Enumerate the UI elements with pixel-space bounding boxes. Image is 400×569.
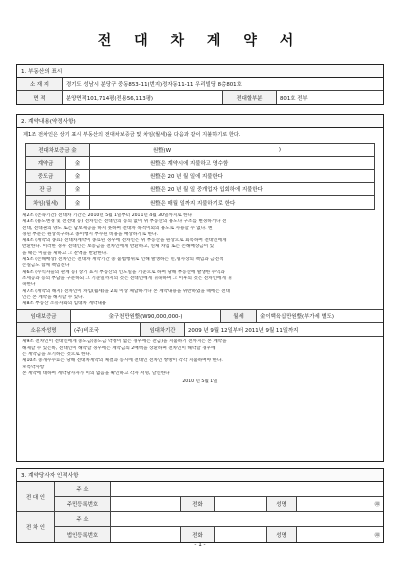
payment-currency: 金 [66,157,90,169]
payment-text: 원整은 20 년 월 일에 지불한다 [150,174,223,180]
payment-currency: 金 [66,196,90,209]
clause-line: 손실금도 함께 책임진다 [22,263,70,269]
lease-deposit-value: 金구천만원整(W90,000,000-) [71,310,221,322]
party-role: 전 차 인 [17,512,55,542]
lease-rent-label: 월세 [221,310,257,322]
clause-line: 제8조 부동산 소유자와의 임대차 계약내용 [22,301,107,307]
payment-currency: 金 [66,183,90,195]
document-title: 전 대 차 계 약 서 [97,33,303,49]
special-terms-heading: ＊특약사항 [22,364,45,370]
clause-line: 제10조 중개수수료는 당해 전대차계약의 체결과 동시에 전대인 전차인 쌍방이 각각 지불하여야 한다. [22,358,223,364]
clause-line: 을 때는 이들을 제하고 그 잔액을 반환한다. [22,250,108,256]
deposit-close: ) [278,147,281,153]
clause-line: 제2조 (존속기간) 전대차 기간은 2010년 5월 1일부터 2011년 4월 30일까지로 한다 [22,213,193,218]
clause-line: 제9조 전차인이 전대인에게 중도금(중도금 약정이 없는 경우에는 잔금)을 지불하기 전까지는 본 계약을 [22,339,227,345]
contract-terms-header: 2. 계약내용(약정사항) [17,115,383,128]
parties-section [16,468,384,543]
lease-part-label: 전대할부분 [223,91,277,104]
lease-period-value: 2009 년 9월 12일부터 2011년 9월 11일까지 [188,327,299,334]
owner-value: (주)비조국 [71,323,141,336]
payment-text: 원整은 계약시에 지불하고 영수함 [150,161,229,167]
clause-line: 본 계약에 대하여 계약당사자가 이의 없음을 확인하고 각자 서명, 날인한다 [22,370,170,376]
lease-part-value: 801호 전부 [280,95,308,102]
contract-date: 2010 년 5월 1일 [182,379,218,385]
payment-text: 원整은 20 년 월 일 중개업자 입회하에 지불한다 [150,187,263,193]
property-section [16,64,384,105]
clause-line: 제5조 (손해배상) 전차인은 전대차 계약기간 중 불법행위로 인해 발생하는 민,형사상의 책임과 금전적 [22,257,224,263]
deposit-label: 전대차보증금 金 [26,144,90,156]
clause-line: 경된 부분은 원상복구하고 종이행시 부수된 비용을 배상하기로 한다. [22,231,158,237]
party-phone-label: 전화 [181,497,215,511]
party-id-field[interactable] [111,497,181,511]
party-phone-field[interactable] [215,527,267,542]
party-block-lessor [17,482,383,512]
clause-line: 제4조 (계약의 종료) 전대차계약이 종료된 경우에 전차인은 위 부동산을 원상으로 회복하여 전대인에게 [22,238,227,244]
payment-label: 차임(월세) [26,196,66,209]
party-block-lessee [17,512,383,542]
lease-period-label: 임대차기간 [141,323,185,336]
property-section-header: 1. 부동산의 표시 [17,65,383,78]
lease-table [17,309,383,337]
payment-label: 중도금 [26,170,66,182]
party-address-label: 주 소 [55,482,111,496]
area-label: 면 적 [17,91,63,104]
party-phone-field[interactable] [215,497,267,511]
party-phone-label: 전화 [181,527,215,542]
party-name-label: 성명 [267,497,297,511]
parties-section-header: 3. 계약당사자 인적사항 [17,469,383,482]
lease-rent-value: 金이백육십만원整(부가세 별도) [260,314,334,321]
contract-terms-section [16,114,384,462]
deposit-value: 원整(W [153,148,172,154]
owner-label: 소유자성명 [17,323,71,336]
page-number: - 1 - [194,542,206,548]
location-value: 경기도 성남시 분당구 중동853-11(번지)정자동11-11 우리빌딩 8층801호 [66,82,242,88]
party-id-field[interactable] [111,527,181,542]
clause-line: 전대, 전대권의 양도 또는 담보제공을 하지 못하며 전대차 목적이외의 용도로 사용할 수 없다. 변 [22,225,213,231]
clause-line: 해제할 수 있는바, 전대인이 해약할 경우에는 계약금의 2배액을 상환하며 전차인이 해약할 경우에 [22,345,216,351]
party-seal-mark: ㊞ [374,501,380,508]
clause-line: 조세공과 등의 부담을 구분하되 그 기준일까지의 것은 전대인에게 귀속하며 그 이후의 것은 전차인에게 귀 [22,275,232,281]
location-label: 소 재 지 [17,78,63,90]
clause-line: 제7조 (계약의 해지) 전차인이 차임(월세)을 2회 이상 체납하거나 본 계약내용을 위반하였을 때에는 전대 [22,288,231,294]
payment-text: 원整은 매월 일까지 지불하기로 한다 [150,200,236,207]
clause-line: 속한다 [22,282,36,288]
deposit-value-cell [90,144,374,156]
clauses2-block [17,337,383,377]
lease-deposit-label: 임대보증금 [17,310,71,322]
party-id-label: 법인등록번호 [55,527,111,542]
clause-line: 반환한다. 이러한 경우 전대인은 보증금을 전차인에게 반환하고, 연체 차임 또는 손해배상금이 있 [22,244,215,250]
payment-table [25,143,375,210]
payment-currency: 金 [66,170,90,182]
clause-line: 인은 본 계약을 해지할 수 있다. [22,294,85,300]
clauses-block [17,213,383,307]
party-address-label: 주 소 [55,512,111,526]
party-id-label: 주민등록번호 [55,497,111,511]
payment-label: 계약금 [26,157,66,169]
payment-label: 잔 금 [26,183,66,195]
party-address-field[interactable] [111,512,383,526]
party-seal-mark: ㊞ [374,532,380,539]
area-value: 분양면적101,714평(전용56,113평) [63,91,223,104]
clause-1-intro: 제1조 전차인은 상기 표시 부동산의 전대차보증금 및 차임(월세)을 다음과 같이 지불하기로 한다. [23,132,241,138]
clause-line: 제3조 (용도변경 및 전전대 등) 전차인은 전대인의 동의 없이 위 부동산의 용도나 구조를 변경하거나 전 [22,219,227,225]
clause-line: 는 계약금을 포기하는 것으로 한다. [22,352,92,358]
clause-line: 제6조 (수익자들의 관계 등) 상기 표시 부동산의 인도일을 기준으로 하여 당해 부동산에 발생한 수익과 [22,269,225,275]
party-address-field[interactable] [111,482,383,496]
party-role: 전 대 인 [17,482,55,511]
party-name-label: 성명 [267,527,297,542]
